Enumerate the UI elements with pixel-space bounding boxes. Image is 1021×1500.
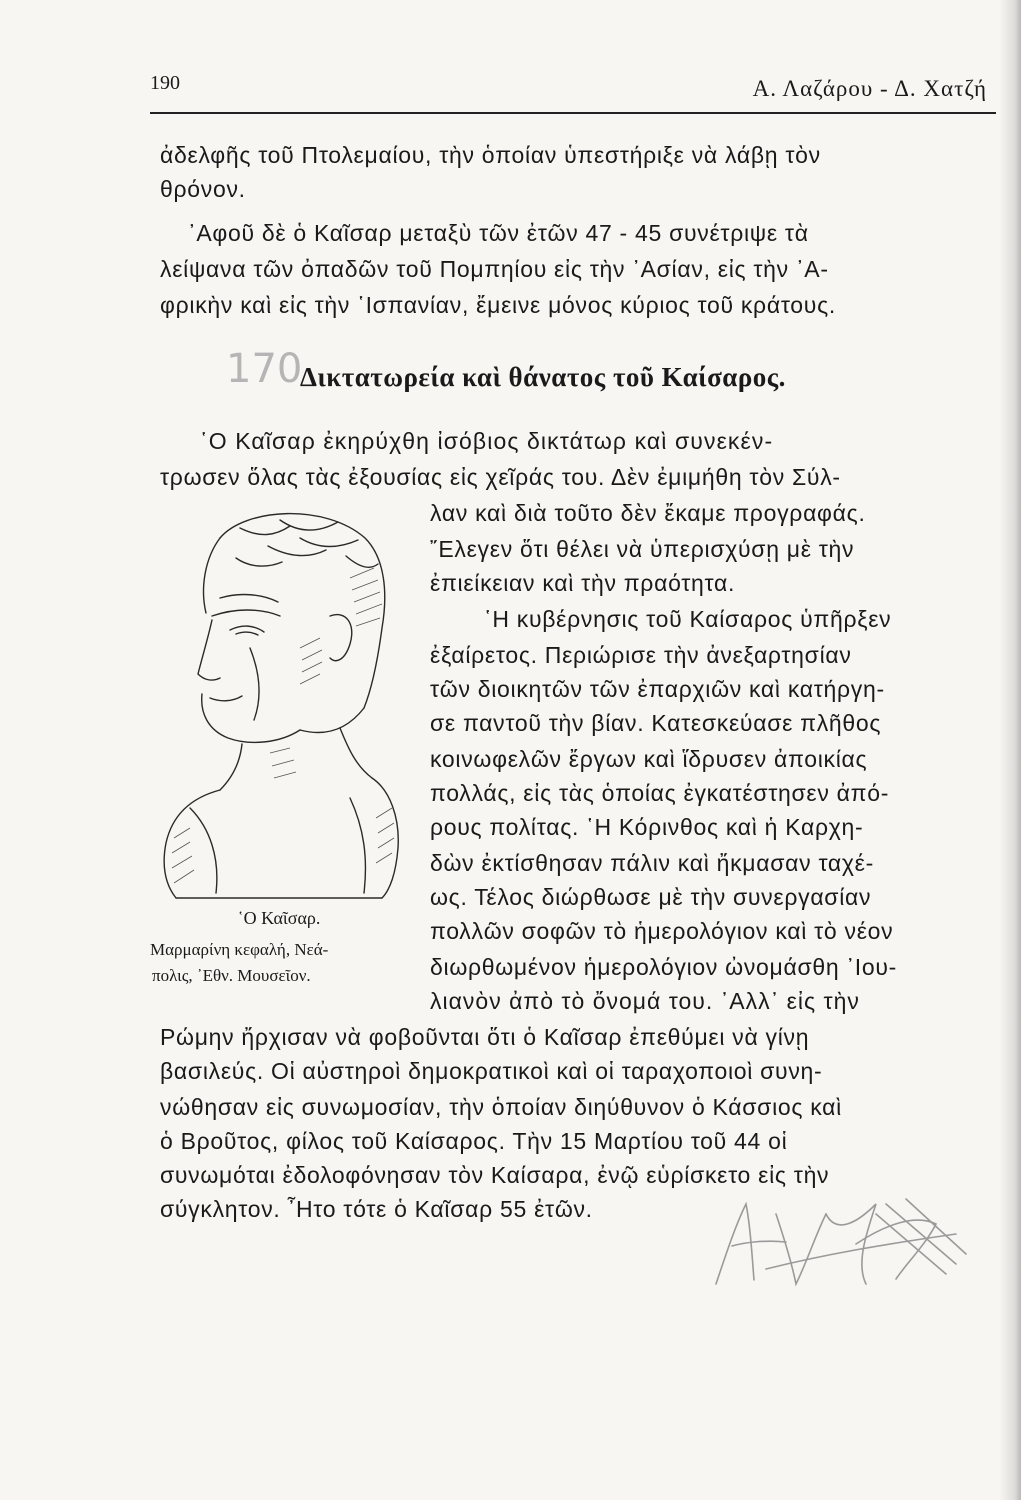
intro-line: ἀδελφῆς τοῦ Πτολεμαίου, τὴν ὁποίαν ὑπεστήριξε νὰ λάβῃ τὸν — [160, 142, 821, 168]
page-number: 190 — [150, 72, 180, 94]
body-line: τῶν διοικητῶν τῶν ἐπαρχιῶν καὶ κατήργη- — [430, 676, 885, 702]
figure-caption-title: ῾Ο Καῖσαρ. — [237, 908, 321, 928]
body-line: ἐξαίρετος. Περιώρισε τὴν ἀνεξαρτησίαν — [430, 642, 852, 668]
body-line: Ρώμην ἤρχισαν νὰ φοβοῦνται ὅτι ὁ Καῖσαρ ἐπεθύμει νὰ γίνῃ — [160, 1024, 810, 1050]
body-line: νώθησαν εἰς συνωμοσίαν, τὴν ὁποίαν διηύθυνον ὁ Κάσσιος καὶ — [160, 1094, 842, 1120]
body-line: τρωσεν ὅλας τὰς ἐξουσίας εἰς χεῖράς του. Δὲν ἐμιμήθη τὸν Σύλ- — [160, 464, 841, 490]
body-line: συνωμόται ἐδολοφόνησαν τὸν Καίσαρα, ἐνῷ εὑρίσκετο εἰς τὴν — [160, 1162, 830, 1188]
intro-line: λείψανα τῶν ὀπαδῶν τοῦ Πομπηίου εἰς τὴν ᾿Ασίαν, εἰς τὴν ᾿Α- — [160, 256, 829, 282]
pencil-signature — [706, 1184, 1006, 1294]
body-line: πολλῶν σοφῶν τὸ ἡμερολόγιον καὶ τὸ νέον — [430, 918, 894, 944]
body-line: ἐπιείκειαν καὶ τὴν πραότητα. — [430, 570, 736, 596]
running-head: Α. Λαζάρου - Δ. Χατζή — [752, 76, 987, 101]
figure-caption-line: Μαρμαρίνη κεφαλή, Νεά- — [150, 940, 329, 959]
body-line: πολλάς, εἰς τὰς ὁποίας ἐγκατέστησεν ἀπό- — [430, 780, 890, 806]
body-line: διωρθωμένον ἡμερολόγιον ὠνομάσθη ᾿Ιου- — [430, 954, 898, 980]
figure-caption-line: πολις, ᾿Εθν. Μουσεῖον. — [152, 966, 311, 985]
margin-pencil-note: 170 — [226, 346, 303, 392]
body-line: ρους πολίτας. ῾Η Κόρινθος καὶ ἡ Καρχη- — [430, 814, 864, 840]
body-line: σύγκλητον. ῏Ητο τότε ὁ Καῖσαρ 55 ἐτῶν. — [160, 1196, 593, 1222]
body-line: βασιλεύς. Οἱ αὐστηροὶ δημοκρατικοὶ καὶ οἱ ταραχοποιοὶ συνη- — [160, 1058, 823, 1084]
section-heading: Δικτατωρεία καὶ θάνατος τοῦ Καίσαρος. — [300, 362, 786, 392]
intro-line: ᾿Αφοῦ δὲ ὁ Καῖσαρ μεταξὺ τῶν ἐτῶν 47 - 45 συνέτριψε τὰ — [188, 220, 809, 246]
body-line: δὼν ἐκτίσθησαν πάλιν καὶ ἤκμασαν ταχέ- — [430, 850, 874, 876]
intro-line: θρόνον. — [160, 176, 246, 202]
body-line: ῾Ο Καῖσαρ ἐκηρύχθη ἰσόβιος δικτάτωρ καὶ συνεκέν- — [200, 428, 774, 454]
body-line: ῾Η κυβέρνησις τοῦ Καίσαρος ὑπῆρξεν — [484, 606, 892, 632]
body-line: λαν καὶ διὰ τοῦτο δὲν ἔκαμε προγραφάς. — [430, 500, 866, 526]
body-line: σε παντοῦ τὴν βίαν. Κατεσκεύασε πλῆθος — [430, 710, 882, 736]
caesar-bust-illustration — [150, 498, 408, 910]
body-line: ῎Ελεγεν ὅτι θέλει νὰ ὑπερισχύσῃ μὲ τὴν — [430, 536, 855, 562]
body-line: λιανὸν ἀπὸ τὸ ὄνομά του. ᾿Αλλ᾿ εἰς τὴν — [430, 988, 860, 1014]
body-line: κοινωφελῶν ἔργων καὶ ἵδρυσεν ἀποικίας — [430, 746, 868, 772]
intro-line: φρικὴν καὶ εἰς τὴν ῾Ισπανίαν, ἔμεινε μόνος κύριος τοῦ κράτους. — [160, 292, 836, 318]
body-line: ως. Τέλος διώρθωσε μὲ τὴν συνεργασίαν — [430, 884, 872, 910]
body-line: ὁ Βροῦτος, φίλος τοῦ Καίσαρος. Τὴν 15 Μαρτίου τοῦ 44 οἱ — [160, 1128, 788, 1154]
header-rule — [150, 112, 996, 114]
